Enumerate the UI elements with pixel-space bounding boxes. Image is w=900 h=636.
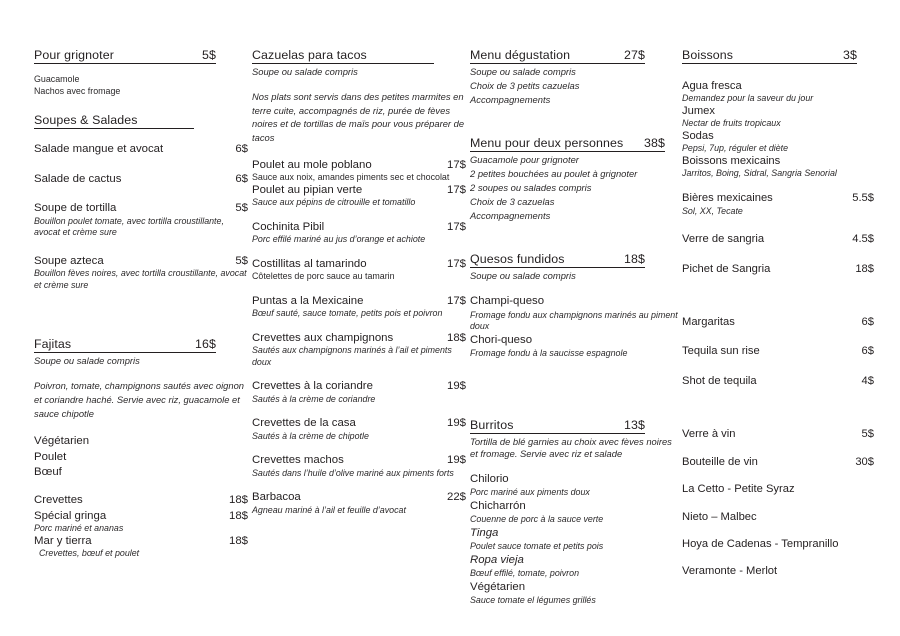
menu-item-champi-queso: Champi-queso [470, 295, 545, 308]
item-price: 5$ [235, 254, 248, 267]
item-price: 18$ [228, 534, 248, 547]
spacer [252, 209, 466, 221]
item-name: Crevettes [34, 494, 83, 507]
spacer [252, 368, 466, 380]
section-header-fajitas [34, 337, 216, 353]
item-description: Porc effilé mariné au jus d’orange et achiote [252, 234, 426, 245]
item-name: Poulet au pipian verte [252, 183, 363, 196]
menu-item-boissons-mexicains: Boissons mexicains [682, 155, 781, 168]
item-name: Spécial gringa [34, 509, 107, 522]
item-name: Crevettes aux champignons [252, 331, 394, 344]
item-price: 6$ [235, 143, 248, 156]
item-price: 5$ [861, 428, 874, 441]
spacer [682, 442, 874, 456]
item-name: Pichet de Sangria [682, 262, 771, 275]
menu-item-crevettes-casa [252, 417, 466, 430]
section-header-burritos [470, 418, 645, 434]
item-name: Tequila sun rise [682, 345, 760, 358]
item-name: Salade mangue et avocat [34, 143, 164, 156]
section-header-quesos-fundidos [470, 252, 645, 268]
section-note: Soupe ou salade compris [470, 270, 576, 282]
menu-item-special-gringa [34, 510, 248, 523]
section-title: Menu dégustation [470, 48, 571, 62]
item-description: Crevettes, bœuf et poulet [39, 548, 140, 559]
spacer [470, 282, 678, 294]
menu-item-chilorio: Chilorio [470, 472, 509, 485]
item-name: Bouteille de vin [682, 455, 758, 468]
spacer [682, 180, 874, 192]
menu-column-2 [252, 48, 470, 607]
item-price: 4$ [861, 374, 874, 387]
spacer [34, 64, 248, 74]
spacer [682, 276, 874, 316]
item-description: Pepsi, 7up, réguler et diète [682, 143, 789, 154]
section-header-cazuelas [252, 48, 434, 64]
menu-item-crevettes-champignons [252, 332, 466, 345]
section-price: 38$ [644, 136, 665, 151]
item-description: Bouillon fèves noires, avec tortilla croustillante, avocat et crème sure [34, 268, 247, 290]
item-name: Barbacoa [252, 491, 301, 504]
item-name: Margaritas [682, 315, 735, 328]
section-note: Soupe ou salade compris [252, 66, 358, 77]
item-description: Nectar de fruits tropicaux [682, 118, 781, 129]
section-price: 16$ [195, 337, 216, 352]
item-price: 6$ [861, 345, 874, 358]
item-price: 6$ [861, 315, 874, 328]
section-header-boissons [682, 48, 857, 64]
item-description: Sauce aux noix, amandes piments sec et chocolat [252, 171, 450, 182]
wine-veramonte-merlot: Veramonte - Merlot [682, 565, 778, 578]
spacer [252, 405, 466, 417]
item-description: Sautés dans l’huile d’olive mariné aux piments forts [252, 467, 454, 478]
spacer [682, 217, 874, 233]
menu-column-4 [682, 48, 874, 607]
section-title: Pour grignoter [34, 48, 114, 62]
item-price: 19$ [446, 380, 466, 393]
menu-item-shot-tequila [682, 375, 874, 388]
spacer [252, 479, 466, 491]
item-name: Crevettes de la casa [252, 417, 356, 430]
spacer [470, 222, 678, 252]
degustation-line-1: Soupe ou salade compris [470, 66, 576, 77]
spacer [470, 460, 678, 472]
section-title: Quesos fundidos [470, 252, 565, 267]
item-name: Soupe de tortilla [34, 202, 117, 215]
menu-item-sodas: Sodas [682, 130, 714, 143]
item-description: Sautés à la crème de coriandre [252, 393, 376, 404]
section-price: 27$ [624, 48, 645, 62]
wine-la-cetto: La Cetto - Petite Syraz [682, 483, 795, 496]
spacer [34, 291, 248, 337]
item-price: 17$ [446, 294, 466, 307]
item-name: Salade de cactus [34, 172, 122, 185]
spacer [34, 129, 248, 143]
menu-column-3 [470, 48, 682, 607]
item-description: Porc mariné aux piments doux [470, 487, 590, 498]
spacer [682, 469, 874, 483]
menu-item-crevettes-machos [252, 454, 466, 467]
item-price: 4.5$ [852, 233, 874, 246]
menu-item-pichet-sangria [682, 263, 874, 276]
section-title: Boissons [682, 48, 734, 62]
item-name: Costillitas al tamarindo [252, 257, 367, 270]
spacer [252, 283, 466, 295]
menu-item-salade-cactus [34, 173, 248, 186]
item-description: Bouillon poulet tomate, avec tortilla croustillante, avocat et crème sure [34, 215, 224, 238]
section-price: 18$ [624, 252, 645, 267]
menu-item-agua-fresca: Agua fresca [682, 80, 742, 92]
item-description: Demandez pour la saveur du jour [682, 93, 814, 104]
spacer [252, 78, 466, 90]
wine-hoya-de-cadenas: Hoya de Cadenas - Tempranillo [682, 538, 839, 551]
item-name: Cochinita Pibil [252, 220, 325, 233]
item-name-nachos: Nachos avec fromage [34, 85, 121, 96]
menu-item-verre-a-vin [682, 428, 874, 441]
item-description: Bœuf effilé, tomate, poivron [470, 568, 580, 579]
spacer [34, 97, 248, 113]
item-description: Sautés à la crème de chipotle [252, 430, 369, 441]
item-price: 17$ [446, 220, 466, 233]
section-header-menu-degustation [470, 48, 645, 64]
spacer [34, 480, 248, 494]
item-description: Sol, XX, Tecate [682, 205, 743, 216]
wine-nieto-malbec: Nieto – Malbec [682, 510, 757, 523]
deux-personnes-line-3: 2 soupes ou salades compris [470, 182, 592, 194]
menu-columns [34, 48, 874, 607]
item-price: 22$ [446, 491, 466, 504]
degustation-line-3: Accompagnements [470, 94, 551, 106]
item-name-guacamole: Guacamole [34, 74, 80, 84]
item-description: Fromage fondu à la saucisse espagnole [470, 348, 628, 359]
menu-item-barbacoa [252, 491, 466, 504]
deux-personnes-line-5: Accompagnements [470, 210, 551, 222]
item-description: Porc mariné et ananas [34, 523, 124, 534]
section-title: Fajitas [34, 337, 72, 352]
menu-item-soupe-azteca [34, 255, 248, 268]
item-price: 18$ [446, 331, 466, 344]
spacer [252, 145, 466, 159]
section-header-pour-grignoter [34, 48, 216, 64]
spacer [34, 420, 248, 434]
menu-item-crevettes-fajitas [34, 494, 248, 507]
spacer [682, 551, 874, 565]
deux-personnes-line-2: 2 petites bouchées au poulet à grignoter [470, 168, 638, 180]
menu-item-margaritas [682, 316, 874, 329]
item-description: Sautés aux champignons marinés à l’ail et piments doux [252, 345, 452, 367]
menu-item-bieres-mexicaines [682, 192, 874, 205]
menu-item-costillitas [252, 258, 466, 271]
menu-item-chori-queso: Chori-queso [470, 333, 533, 346]
menu-item-ropa-vieja: Ropa vieja [470, 553, 524, 566]
section-title: Burritos [470, 417, 514, 432]
item-name: Soupe azteca [34, 254, 104, 267]
spacer [34, 186, 248, 202]
item-price: 18$ [228, 509, 248, 522]
menu-item-mole-poblano [252, 159, 466, 172]
menu-item-verre-sangria [682, 233, 874, 246]
spacer [34, 239, 248, 255]
item-price: 6$ [235, 172, 248, 185]
menu-item-jumex: Jumex [682, 105, 715, 118]
item-description: Agneau mariné à l’ail et feuille d’avocat [252, 504, 406, 515]
menu-item-bouteille-de-vin [682, 456, 874, 469]
item-price: 17$ [446, 158, 466, 171]
item-description: Poulet sauce tomate et petits pois [470, 541, 604, 552]
deux-personnes-line-4: Choix de 3 cazuelas [470, 196, 555, 208]
spacer [682, 64, 874, 80]
fajitas-description: Poivron, tomate, champignons sautés avec oignon et coriandre haché. Servie avec riz, guacamole et sauce chipotle [34, 380, 245, 419]
item-name: Crevettes à la coriandre [252, 380, 373, 393]
item-price: 5$ [235, 202, 248, 215]
item-description: Fromage fondu aux champignons marinés au piment doux [470, 309, 678, 332]
menu-item-vegetarien-burrito: Végétarien [470, 580, 526, 593]
section-price: 3$ [843, 48, 857, 62]
menu-item-puntas-mexicaine [252, 295, 466, 308]
degustation-line-2: Choix de 3 petits cazuelas [470, 80, 580, 92]
item-price: 17$ [446, 183, 466, 196]
item-price: 30$ [855, 455, 874, 468]
item-name: Verre de sangria [682, 233, 765, 246]
section-price: 5$ [202, 48, 216, 62]
spacer [682, 247, 874, 263]
fajitas-option-vegetarien: Végétarien [34, 435, 90, 448]
spacer [470, 360, 678, 418]
section-title: Cazuelas para tacos [252, 48, 367, 62]
spacer [682, 359, 874, 375]
spacer [682, 524, 874, 538]
item-name: Puntas a la Mexicaine [252, 294, 364, 307]
item-price: 18$ [228, 494, 248, 507]
item-name: Mar y tierra [34, 534, 92, 547]
spacer [682, 329, 874, 345]
fajitas-option-poulet: Poulet [34, 450, 67, 463]
section-header-soupes-salades [34, 113, 194, 129]
item-price: 19$ [446, 454, 466, 467]
item-description: Sauce tomate el légumes grillés [470, 595, 596, 606]
menu-item-cochinita-pibil [252, 221, 466, 234]
section-note: Soupe ou salade compris [34, 355, 140, 367]
spacer [34, 157, 248, 173]
menu-item-salade-mangue [34, 143, 248, 156]
menu-item-tequila-sun-rise [682, 345, 874, 358]
spacer [252, 320, 466, 332]
item-name: Crevettes machos [252, 454, 344, 467]
menu-item-pipian-verte [252, 184, 466, 197]
menu-item-tinga: Tinga [470, 526, 499, 539]
menu-item-crevettes-coriandre [252, 380, 466, 393]
item-name: Verre à vin [682, 428, 736, 441]
fajitas-option-boeuf: Bœuf [34, 465, 62, 478]
deux-personnes-line-1: Guacamole pour grignoter [470, 154, 579, 166]
menu-column-1 [34, 48, 252, 607]
item-name: Poulet au mole poblano [252, 158, 372, 171]
item-description: Côtelettes de porc sauce au tamarin [252, 271, 395, 282]
item-description: Bœuf sauté, sauce tomate, petits pois et poivron [252, 308, 443, 319]
item-price: 19$ [446, 417, 466, 430]
spacer [470, 106, 678, 136]
section-note: Tortilla de blé garnies au choix avec fèves noires et fromage. Servie avec riz et salade [470, 435, 672, 459]
item-price: 5.5$ [852, 192, 874, 205]
item-price: 18$ [855, 262, 874, 275]
section-header-menu-deux-personnes [470, 136, 665, 152]
spacer [682, 497, 874, 511]
cazuelas-description: Nos plats sont servis dans des petites marmites en terre cuite, accompagnés de riz, purée de fèves noires et de tortillas de maïs pour vous préparer de tacos [252, 91, 465, 143]
spacer [682, 388, 874, 428]
item-name: Shot de tequila [682, 374, 757, 387]
item-name: Bières mexicaines [682, 192, 773, 205]
item-description: Couenne de porc à la sauce verte [470, 514, 604, 525]
spacer [252, 246, 466, 258]
menu-item-soupe-tortilla [34, 202, 248, 215]
section-price: 13$ [624, 417, 645, 432]
item-description: Sauce aux pépins de citrouille et tomatillo [252, 197, 416, 208]
spacer [34, 367, 248, 379]
menu-item-chicharron: Chicharrón [470, 499, 526, 512]
menu-item-mar-y-tierra [34, 535, 248, 548]
spacer [252, 442, 466, 454]
section-title: Soupes & Salades [34, 113, 138, 128]
item-price: 17$ [446, 257, 466, 270]
item-description: Jarritos, Boing, Sidral, Sangria Senorial [682, 168, 837, 179]
section-title: Menu pour deux personnes [470, 136, 624, 151]
